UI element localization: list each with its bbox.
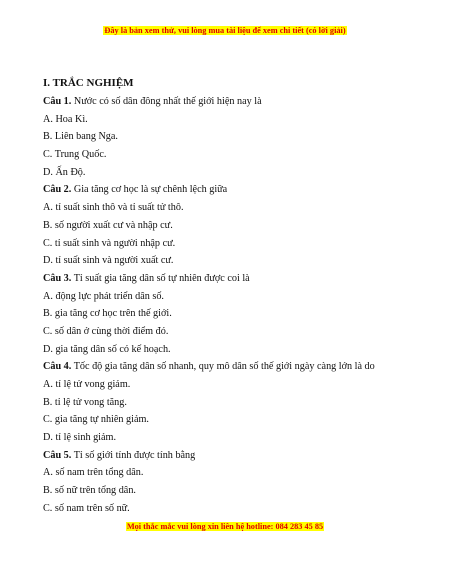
preview-notice-banner — [0, 26, 450, 35]
question-label: Câu 4. — [43, 361, 72, 373]
preview-notice-text: Đây là bản xem thử, vui lòng mua tài liệu để xem chi tiết (có lời giải) — [104, 26, 346, 35]
question-4 — [43, 358, 423, 446]
question-label: Câu 3. — [43, 272, 72, 284]
hotline-text: Mọi thắc mắc vui lòng xin liên hệ hotline: 084 283 45 85 — [126, 522, 324, 531]
question-label: Câu 2. — [43, 184, 72, 196]
question-3 — [43, 270, 423, 358]
question-2 — [43, 181, 423, 269]
answer-option: C. số nam trên số nữ. — [43, 502, 130, 514]
question-text: Tỉ suất gia tăng dân số tự nhiên được coi là — [73, 272, 250, 284]
hotline-banner — [0, 522, 450, 531]
question-text: Tốc độ gia tăng dân số nhanh, quy mô dân số thế giới ngày càng lớn là do — [73, 361, 375, 373]
question-1 — [43, 93, 423, 181]
question-stem — [43, 270, 423, 288]
answer-option: D. gia tăng dân số có kế hoạch. — [43, 343, 171, 355]
answer-option: C. Trung Quốc. — [43, 149, 107, 161]
answer-option: B. Liên bang Nga. — [43, 131, 118, 143]
question-stem — [43, 181, 423, 199]
document-body — [43, 73, 423, 518]
section-title: I. TRẮC NGHIỆM — [43, 77, 134, 89]
question-label: Câu 1. — [43, 96, 72, 107]
question-stem — [43, 358, 423, 376]
answer-option: B. gia tăng cơ học trên thế giới. — [43, 308, 172, 320]
question-5 — [43, 447, 423, 518]
answer-option: B. số người xuất cư và nhập cư. — [43, 219, 173, 231]
question-text: Nước có số dân đông nhất thế giới hiện nay là — [73, 96, 262, 107]
question-label: Câu 5. — [43, 449, 72, 461]
answer-option: D. Ấn Độ. — [43, 166, 86, 178]
question-stem — [43, 93, 423, 111]
question-text: Tỉ số giới tính được tính bằng — [73, 449, 196, 461]
answer-option: C. tỉ suất sinh và người nhập cư. — [43, 237, 176, 249]
question-stem — [43, 447, 423, 465]
answer-option: B. số nữ trên tổng dân. — [43, 485, 136, 497]
answer-option: A. tỉ suất sinh thô và tỉ suất tử thô. — [43, 202, 184, 214]
answer-option: A. tỉ lệ tử vong giảm. — [43, 379, 131, 390]
answer-option: C. gia tăng tự nhiên giảm. — [43, 414, 149, 426]
answer-option: A. số nam trên tổng dân. — [43, 467, 144, 479]
answer-option: D. tỉ suất sinh và người xuất cư. — [43, 255, 174, 267]
question-text: Gia tăng cơ học là sự chênh lệch giữa — [73, 184, 228, 196]
answer-option: A. động lực phát triển dân số. — [43, 290, 164, 302]
answer-option: D. tỉ lệ sinh giảm. — [43, 432, 117, 444]
answer-option: C. số dân ở cùng thời điểm đó. — [43, 325, 169, 337]
answer-option: A. Hoa Kì. — [43, 113, 88, 125]
answer-option: B. tỉ lệ tử vong tăng. — [43, 396, 127, 408]
